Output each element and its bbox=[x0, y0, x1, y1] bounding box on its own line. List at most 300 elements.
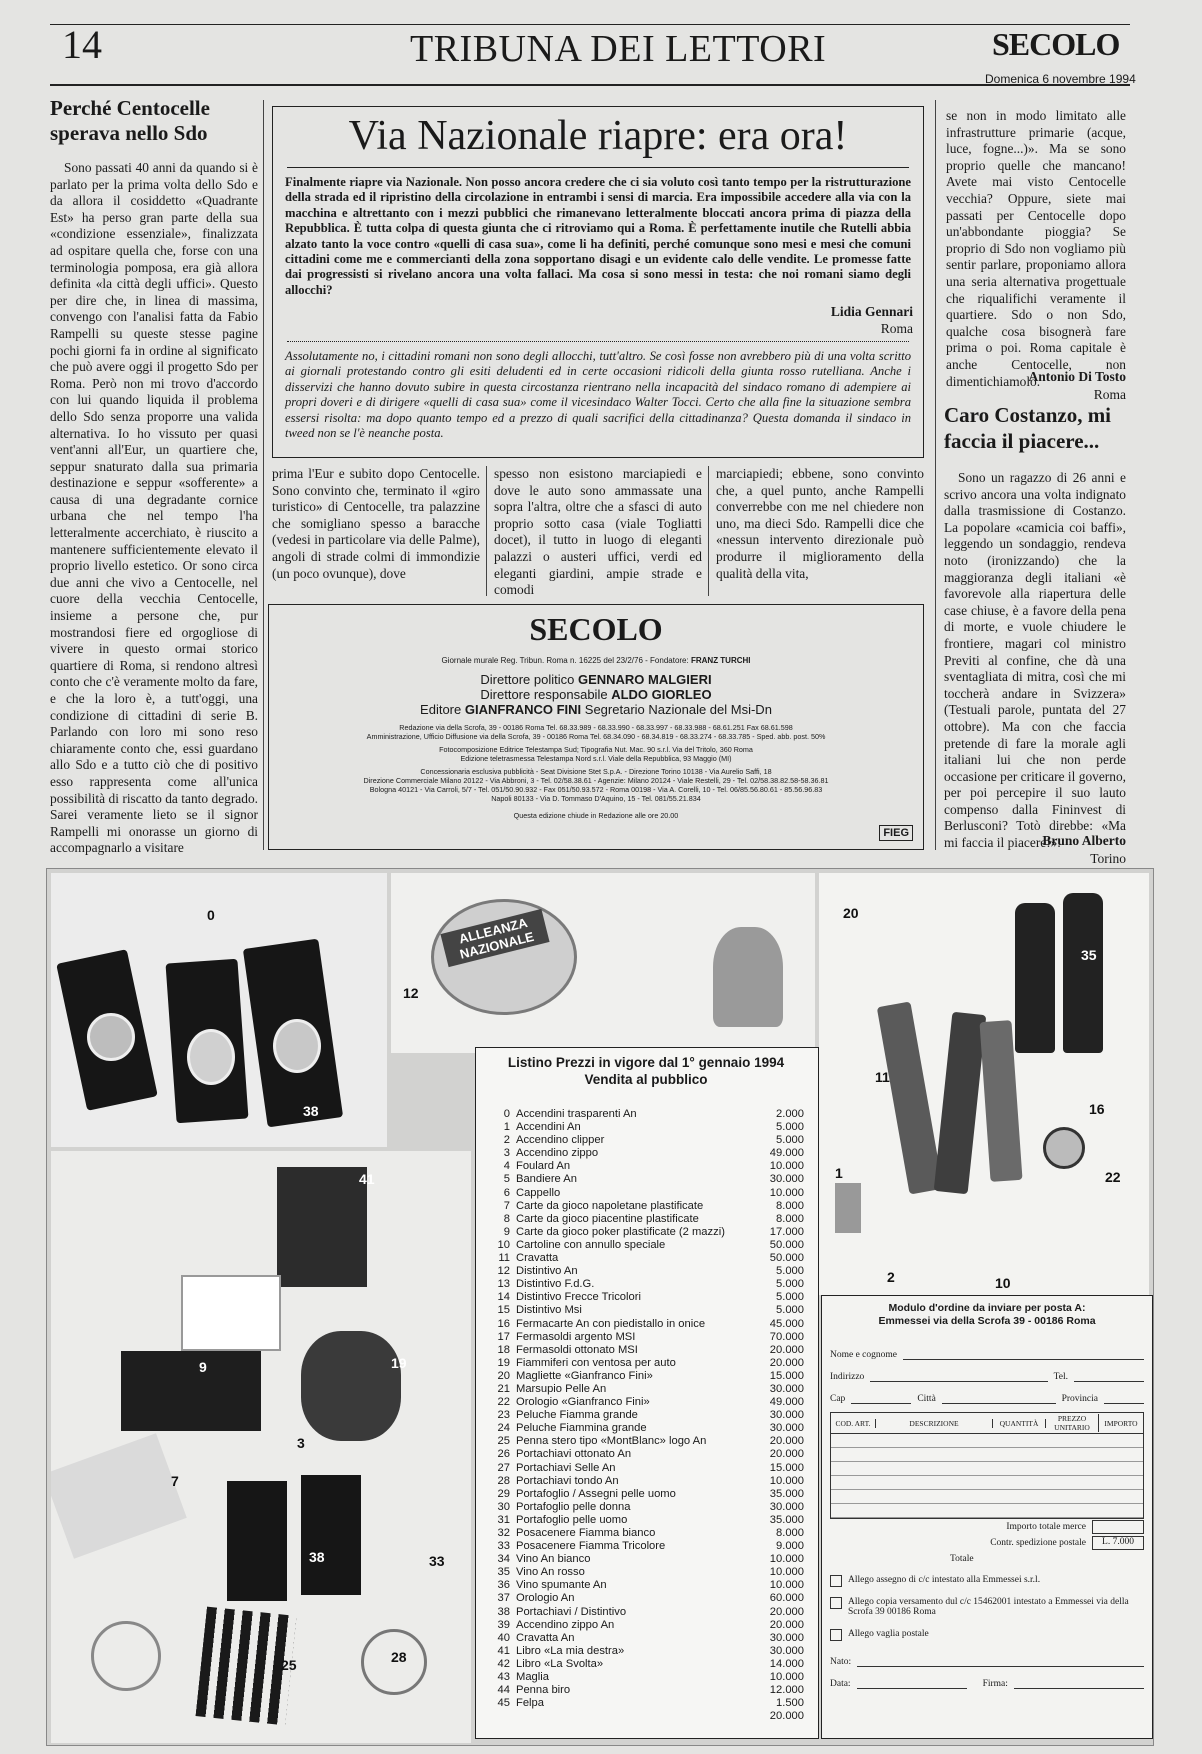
item-name: Posacenere Fiamma Tricolore bbox=[516, 1540, 666, 1553]
photo-label: 10 bbox=[995, 1275, 1011, 1291]
masthead-box bbox=[268, 604, 924, 850]
playing-cards bbox=[181, 1275, 281, 1351]
masthead-line3-name: GIANFRANCO FINI bbox=[464, 702, 582, 717]
item-number: 0 bbox=[503, 1108, 510, 1120]
price-list-row bbox=[488, 1684, 804, 1697]
masthead-logo: SECOLO bbox=[529, 611, 663, 647]
item-number: 26 bbox=[497, 1448, 510, 1461]
masthead-direzione-commerciale: Direzione Commerciale Milano 20122 - Via Abbroni, 3 - Tel. 02/58.38.61 - Agenzie: Milano 20124 - Viale Restelli, 29 - Tel. 02/58.38.82.58-58.36.81 bbox=[363, 776, 829, 785]
item-price: 2.000 bbox=[776, 1108, 804, 1120]
checkbox[interactable] bbox=[830, 1575, 842, 1587]
price-list-title: Listino Prezzi in vigore dal 1° gennaio 1994 bbox=[507, 1055, 785, 1070]
payment-option-3[interactable] bbox=[830, 1629, 1144, 1641]
item-number: 37 bbox=[497, 1592, 510, 1605]
item-number: 18 bbox=[497, 1343, 510, 1356]
keychain-card bbox=[227, 1481, 287, 1601]
masthead-line3-label: Editore bbox=[420, 702, 462, 717]
keychain-card bbox=[301, 1475, 361, 1595]
masthead-line3-suffix: Segretario Nazionale del Msi-Dn bbox=[584, 702, 772, 717]
col-divider bbox=[263, 100, 264, 850]
header-rule bbox=[50, 84, 1130, 86]
flag bbox=[51, 1433, 187, 1559]
item-price: 5.000 bbox=[776, 1304, 804, 1317]
portrait bbox=[713, 927, 783, 1027]
price-list-row bbox=[488, 1134, 804, 1147]
price-list bbox=[475, 1047, 819, 1739]
item-number: 29 bbox=[497, 1487, 510, 1500]
item-price: 20.000 bbox=[769, 1356, 804, 1369]
item-price: 15.000 bbox=[769, 1461, 804, 1474]
item-number: 36 bbox=[497, 1579, 510, 1592]
box-letter bbox=[272, 106, 924, 458]
price-list-row bbox=[488, 1396, 804, 1409]
item-number: 4 bbox=[503, 1160, 510, 1173]
wine-bottle bbox=[1063, 893, 1103, 1053]
item-price: 17.000 bbox=[769, 1225, 804, 1238]
price-list-row bbox=[488, 1278, 804, 1291]
merch-photo bbox=[51, 1151, 471, 1743]
data-label: Data: bbox=[830, 1679, 851, 1689]
order-col: IMPORTO bbox=[1104, 1418, 1138, 1428]
masthead-edizione: Edizione teletrasmessa Telestampa Nord s.r.l. Viale della Repubblica, 93 Maggio (MI) bbox=[460, 754, 732, 763]
item-name: Fermacarte An con piedistallo in onice bbox=[516, 1317, 706, 1330]
order-form-address: Emmessei via della Scrofa 39 - 00186 Roma bbox=[878, 1315, 1096, 1327]
item-name: Cravatta An bbox=[516, 1631, 575, 1644]
nome-field[interactable] bbox=[903, 1349, 1144, 1360]
item-number: 19 bbox=[497, 1356, 510, 1369]
order-col: COD. ART. bbox=[831, 1419, 876, 1428]
item-price: 9.000 bbox=[776, 1540, 804, 1553]
payment-option-2[interactable] bbox=[830, 1597, 1144, 1617]
item-name: Cappello bbox=[516, 1186, 561, 1199]
item-number: 14 bbox=[497, 1291, 510, 1304]
right-letter-signature: Bruno Alberto bbox=[1042, 833, 1126, 848]
price-list-row bbox=[488, 1435, 804, 1448]
badge-photo bbox=[391, 873, 815, 1053]
photo-label: 16 bbox=[1089, 1101, 1105, 1117]
item-number: 1 bbox=[503, 1121, 510, 1134]
photo-label: 20 bbox=[843, 905, 859, 921]
item-number: 41 bbox=[497, 1644, 510, 1657]
page-number: 14 bbox=[62, 22, 102, 67]
item-name: Portachiavi ottonato An bbox=[516, 1448, 632, 1461]
wine-bottle bbox=[1015, 903, 1055, 1053]
firma-label: Firma: bbox=[982, 1679, 1008, 1689]
item-name: Fermasoldi argento MSI bbox=[516, 1330, 636, 1343]
spedizione-value: L. 7.000 bbox=[1092, 1536, 1144, 1550]
item-name: Accendino clipper bbox=[516, 1134, 605, 1147]
item-price: 20.000 bbox=[769, 1343, 804, 1356]
item-price: 10.000 bbox=[769, 1186, 804, 1199]
order-col: QUANTITÀ bbox=[993, 1419, 1046, 1428]
price-list-row bbox=[488, 1540, 804, 1553]
indirizzo-label: Indirizzo bbox=[830, 1372, 865, 1382]
right-letter-city: Torino bbox=[1090, 851, 1126, 866]
tie bbox=[934, 1012, 987, 1195]
item-name: Carte da gioco poker plastificate (2 mazzi) bbox=[516, 1225, 725, 1238]
item-number: 5 bbox=[503, 1173, 510, 1186]
masthead-fotocomposizione: Fotocomposizione Editrice Telestampa Sud; Tipografia Nut. Mac. 90 s.r.l. Via del Tritolo, 360 Roma bbox=[439, 745, 753, 754]
item-number: 22 bbox=[497, 1396, 510, 1409]
item-number: 9 bbox=[503, 1225, 510, 1238]
provincia-field[interactable] bbox=[1104, 1393, 1144, 1404]
masthead-line2-name: ALDO GIORLEO bbox=[611, 687, 712, 702]
masthead-amministrazione: Amministrazione, Ufficio Diffusione via della Scrofa, 39 - 00186 Roma Tel. 68.34.090 - 68.34.819 - 68.33.274 - 68.33.785 - Sped. abb. post. 50% bbox=[366, 732, 826, 741]
price-list-row bbox=[488, 1475, 804, 1488]
item-name: Portafoglio pelle uomo bbox=[516, 1513, 628, 1526]
price-list-row bbox=[488, 1173, 804, 1186]
item-price: 49.000 bbox=[769, 1147, 804, 1160]
item-price: 49.000 bbox=[769, 1396, 804, 1409]
price-list-row bbox=[488, 1160, 804, 1173]
item-number: 28 bbox=[497, 1474, 510, 1487]
item-name: Portachiavi / Distintivo bbox=[516, 1605, 627, 1618]
item-name: Accendino zippo bbox=[516, 1147, 599, 1160]
item-price: 10.000 bbox=[769, 1553, 804, 1566]
cap-field[interactable] bbox=[851, 1393, 911, 1404]
item-number: 43 bbox=[497, 1671, 510, 1684]
masthead-line2-label: Direttore responsabile bbox=[480, 687, 608, 702]
box-letter-reply: Assolutamente no, i cittadini romani non sono degli allocchi, tutt'altro. Se così fosse non avrebbero più di una volta scritto ai giornali protestando contro gli esiti deludenti ed in certe occasioni ridicoli della giunta rosso rutelliana. Anche i disservizi che hanno dovuto subire in questa circostanza rientrano nella incapacità del sindaco romano di adempiere ai propri doveri e di dirigere «quelli di casa sua» come il vicesindaco Walter Tocci. Certo che alla fine la situazione sembra essersi risolta: ma dopo quanto tempo ed a prezzo di quali sacrifici della cittadinanza? Questa domanda il sindaco in tweed non se l'è neanche posta. bbox=[285, 349, 911, 441]
right-letter-body: Sono un ragazzo di 26 anni e scrivo ancora una volta indignato dalla trasmissione di Costanzo. La popolare «camicia coi baffi», leggendo un sondaggio, rendeva noto (ironizzando) che la maggioranza degli italiani «è favorevole alla riapertura delle case chiuse, è a favore della pena di morte, e vuole chiudere le frontiere, magari col ministro Previti al confine, che dà una sventagliata di mitra, così che mi toccherà andare in Svizzera» (Testuali parole, puntata del 27 ottobre). Ma con che faccia pretende di fare la morale agli italiani lui che non perde occasione per criticare il governo, per poi percepire il suo lauto compenso dalla Fininvest di Berlusconi? Totò direbbe: «Ma mi faccia il piacere!». bbox=[944, 470, 1126, 851]
price-list-row bbox=[488, 1344, 804, 1357]
item-price: 10.000 bbox=[769, 1160, 804, 1173]
item-price: 8.000 bbox=[776, 1199, 804, 1212]
item-number: 16 bbox=[497, 1317, 510, 1330]
price-list-row bbox=[488, 1226, 804, 1239]
photo-label: 0 bbox=[207, 907, 215, 923]
merch-panel bbox=[46, 868, 1154, 1746]
item-number: 6 bbox=[503, 1186, 510, 1199]
left-letter-col4: marciapiedi; ebbene, sono convinto che, a quel punto, anche Rampelli converrebbe con me nel chiedere non uno, ma dieci Sdo. Rampelli dice che «nessun intervento direzionale può produrre il miglioramento della qualità della vita, bbox=[716, 466, 924, 581]
spedizione-label: Contr. spedizione postale bbox=[990, 1538, 1086, 1548]
item-price: 10.000 bbox=[769, 1579, 804, 1592]
photo-label: 19 bbox=[391, 1355, 407, 1371]
order-table-rows[interactable] bbox=[831, 1434, 1143, 1518]
item-number bbox=[488, 1710, 516, 1723]
price-list-row bbox=[488, 1265, 804, 1278]
section-title: TRIBUNA DEI LETTORI bbox=[410, 28, 827, 70]
checkbox[interactable] bbox=[830, 1597, 842, 1609]
citta-label: Città bbox=[917, 1394, 936, 1404]
watch bbox=[1043, 1127, 1085, 1169]
photo-label: 1 bbox=[835, 1165, 843, 1181]
firma-field[interactable] bbox=[1014, 1678, 1144, 1689]
item-name: Vino An bianco bbox=[516, 1553, 591, 1566]
item-name: Vino An rosso bbox=[516, 1566, 585, 1579]
masthead-founder: FRANZ TURCHI bbox=[690, 656, 751, 665]
left-letter-signature: Antonio Di Tosto bbox=[1028, 369, 1126, 384]
price-list-row bbox=[488, 1291, 804, 1304]
item-name: Fiammiferi con ventosa per auto bbox=[516, 1356, 676, 1369]
payment-option-1[interactable] bbox=[830, 1575, 1144, 1587]
item-price: 1.500 bbox=[776, 1697, 804, 1710]
tie bbox=[877, 1001, 943, 1194]
item-name: Carte da gioco napoletane plastificate bbox=[516, 1199, 704, 1212]
item-price: 45.000 bbox=[769, 1317, 804, 1330]
price-list-row bbox=[488, 1383, 804, 1396]
photo-label: 12 bbox=[403, 985, 419, 1001]
item-price: 10.000 bbox=[769, 1566, 804, 1579]
item-number: 25 bbox=[497, 1435, 510, 1448]
item-number: 23 bbox=[497, 1409, 510, 1422]
nato-field[interactable] bbox=[857, 1656, 1144, 1667]
plush bbox=[301, 1331, 401, 1441]
checkbox[interactable] bbox=[830, 1629, 842, 1641]
photo-label: 35 bbox=[1081, 947, 1097, 963]
item-price: 10.000 bbox=[769, 1474, 804, 1487]
keyring bbox=[91, 1621, 161, 1691]
item-number: 35 bbox=[497, 1566, 510, 1579]
masthead-concessionaria: Concessionaria esclusiva pubblicità - Seat Divisione Stet S.p.A. - Direzione Torino 10138 - Via Aurelio Saffi, 18 bbox=[420, 767, 772, 776]
item-price: 50.000 bbox=[769, 1252, 804, 1265]
price-list-row bbox=[488, 1501, 804, 1514]
photo-label: 25 bbox=[281, 1657, 297, 1673]
order-total-row bbox=[830, 1519, 1144, 1535]
price-list-row bbox=[488, 1357, 804, 1370]
cap-label: Cap bbox=[830, 1394, 846, 1404]
item-number: 8 bbox=[503, 1212, 510, 1225]
price-list-row bbox=[488, 1422, 804, 1435]
wallet bbox=[121, 1351, 261, 1431]
keychain-ring bbox=[187, 1029, 235, 1085]
price-list-items bbox=[488, 1108, 804, 1723]
nome-label: Nome e cognome bbox=[830, 1350, 898, 1360]
item-name: Libro «La mia destra» bbox=[516, 1644, 625, 1657]
item-price: 10.000 bbox=[769, 1671, 804, 1684]
lighter bbox=[835, 1183, 861, 1233]
fieg-logo: FIEG bbox=[879, 825, 913, 841]
box-letter-lead: Finalmente riapre via Nazionale. bbox=[285, 175, 463, 189]
price-list-row bbox=[488, 1697, 804, 1710]
item-name: Bandiere An bbox=[516, 1173, 577, 1186]
header-logo: SECOLO bbox=[992, 26, 1120, 62]
item-price: 30.000 bbox=[769, 1409, 804, 1422]
citta-field[interactable] bbox=[942, 1393, 1056, 1404]
left-letter-title: Perché Centocelle sperava nello Sdo bbox=[50, 96, 210, 145]
item-name: Foulard An bbox=[516, 1160, 571, 1173]
item-price: 20.000 bbox=[769, 1618, 804, 1631]
item-name: Accendini An bbox=[516, 1121, 581, 1134]
item-number: 45 bbox=[497, 1697, 510, 1710]
item-number: 15 bbox=[497, 1304, 510, 1317]
item-price: 60.000 bbox=[769, 1592, 804, 1605]
item-name: Posacenere Fiamma bianco bbox=[516, 1527, 656, 1539]
item-price: 30.000 bbox=[769, 1382, 804, 1395]
price-list-row bbox=[488, 1187, 804, 1200]
price-list-row bbox=[488, 1331, 804, 1344]
nato-label: Nato: bbox=[830, 1657, 852, 1667]
top-rule bbox=[50, 24, 1130, 25]
box-letter-body bbox=[285, 175, 911, 298]
keychain-photo bbox=[51, 873, 387, 1147]
item-price: 20.000 bbox=[769, 1448, 804, 1461]
price-list-row bbox=[488, 1514, 804, 1527]
masthead-line1 bbox=[269, 672, 923, 687]
col-divider bbox=[708, 466, 709, 596]
provincia-label: Provincia bbox=[1061, 1394, 1098, 1404]
masthead-registration: Giornale murale Reg. Tribun. Roma n. 16225 del 23/2/76 - Fondatore: bbox=[441, 656, 689, 665]
importo-totale-field[interactable] bbox=[1092, 1520, 1144, 1534]
item-name: Magliette «Gianfranco Fini» bbox=[516, 1369, 653, 1382]
item-name: Portafoglio / Assegni pelle uomo bbox=[516, 1487, 676, 1500]
photo-label: 9 bbox=[199, 1359, 207, 1375]
item-number: 31 bbox=[497, 1513, 510, 1526]
item-number: 30 bbox=[497, 1500, 510, 1513]
keychain-ring bbox=[87, 1013, 135, 1061]
item-price: 30.000 bbox=[769, 1500, 804, 1513]
item-price: 5.000 bbox=[776, 1134, 804, 1147]
item-number: 32 bbox=[497, 1527, 510, 1539]
photo-label: 22 bbox=[1105, 1169, 1121, 1185]
box-letter-city: Roma bbox=[880, 321, 913, 336]
book bbox=[277, 1167, 367, 1287]
order-form-title: Modulo d'ordine da inviare per posta A: bbox=[888, 1302, 1086, 1314]
left-letter-col1: Sono passati 40 anni da quando si è parlato per la prima volta dello Sdo e da allora il cosiddetto «Quadrante Est» ha perso gran parte della sua «condizione essenziale», finalizzata ad ospitare quella che, forse con una terminologia pomposa, era già allora definita «la città degli uffici». Questo per dire che, in linea di massima, convengo con l'analisi fatta da Fabio Rampelli su queste stesse pagine pochi giorni fa in ordine al significato che può avere oggi il progetto Sdo per Roma. Però non mi trovo d'accordo con lui quando liquida il problema dello Sdo senza proporre una valida alternativa. Io ho vissuto per quasi vent'anni all'Eur, un quartiere che, seppur snaturato dalla sua primaria destinazione e seppur «sofferente» a causa di una degradante cornice urbana che nel tempo l'ha letteralmente accerchiato, è riuscito a mantenere sufficientemente elevato il proprio livello estetico. Or sono circa due anni che vivo a Centocelle, nel cuore della vecchia Centocelle, insieme a persone che, pur mostrandosi fiere ed orgogliose di vivere in questo ormai storico quartiere di Roma, si rendono altresì conto che c'è veramente molto da fare, e che la loro è, a tutt'oggi, una condizione di cittadini di serie B. Parlando con loro mi sono reso chiaramente conto che, essi guardano allo Sdo e a tutto ciò che di positivo esso rappresenta come all'unica possibilità di riscatto da tanto degrado. Sarei veramente lieto se il signor Rampelli mi onorasse un giorno di accompagnarlo a visitare bbox=[50, 160, 258, 856]
left-letter-col2: prima l'Eur e subito dopo Centocelle. Sono convinto che, terminato il «giro turistico» di Centocelle, tra palazzine che somigliano spesso a baracche (vedesi in particolare via delle Palme), angoli di strade colmi di immondizie (un poco ovunque), dove bbox=[272, 466, 480, 581]
col-divider bbox=[935, 100, 936, 850]
price-list-row bbox=[488, 1304, 804, 1317]
item-name: Fermasoldi ottonato MSI bbox=[516, 1343, 638, 1356]
item-number: 27 bbox=[497, 1461, 510, 1474]
item-name: Orologio «Gianfranco Fini» bbox=[516, 1396, 650, 1409]
item-number: 38 bbox=[497, 1605, 510, 1618]
item-name: Felpa bbox=[516, 1697, 544, 1710]
price-list-row bbox=[488, 1671, 804, 1684]
price-list-row bbox=[488, 1592, 804, 1605]
price-list-row bbox=[488, 1488, 804, 1501]
price-list-row bbox=[488, 1606, 804, 1619]
left-letter-col3: spesso non esistono marciapiedi e dove le auto sono ammassate una sopra l'altra, oltre che a sfasci di auto proprio sotto casa (viale Togliatti docet), il tutto in luogo di eleganti palazzi o austeri uffici, verdi ed eleganti giardini, ampie strade e comodi bbox=[494, 466, 702, 598]
item-price: 70.000 bbox=[769, 1330, 804, 1343]
item-price: 20.000 bbox=[769, 1605, 804, 1618]
item-name: Cartoline con annullo speciale bbox=[516, 1238, 666, 1251]
item-number: 40 bbox=[497, 1631, 510, 1644]
order-col: PREZZO UNITARIO bbox=[1046, 1414, 1099, 1432]
masthead-registration-line bbox=[269, 655, 923, 666]
price-list-row bbox=[488, 1252, 804, 1265]
left-letter-col5: se non in modo limitato alle infrastrutture primarie (acque, luce, fogne...)». Ma se sono proprio quelle che mancano! Avete mai visto Centocelle vecchia? Oppure, siete mai passati per Centocelle dopo un'abbondante pioggia? Se proprio di Sdo non vogliamo più sentir parlare, proponiamo allora una seria alternativa progettuale che riqualifichi veramente il quartiere. Sdo o non Sdo, qualche cosa bisognerà fare prima o poi. Roma capitale è anche Centocelle, non dimentichiamolo. bbox=[946, 108, 1126, 389]
left-letter-city: Roma bbox=[1093, 387, 1126, 402]
photo-label: 41 bbox=[359, 1171, 375, 1187]
price-list-row bbox=[488, 1645, 804, 1658]
photo-label: 3 bbox=[297, 1435, 305, 1451]
item-name: Cravatta bbox=[516, 1252, 559, 1265]
masthead-bologna: Bologna 40121 - Via Carroli, 5/7 - Tel. 051/50.90.932 - Fax 051/50.93.572 - Roma 00198 - Via A. Corelli, 10 - Tel. 06/85.56.80.61 - 85.56.96.83 bbox=[369, 785, 823, 794]
masthead-redazione: Redazione via della Scrofa, 39 - 00186 Roma Tel. 68.33.989 - 68.33.990 - 68.33.997 - 68.33.988 - 68.61.251 Fax 68.61.598 bbox=[399, 723, 793, 732]
box-letter-title: Via Nazionale riapre: era ora! bbox=[348, 113, 848, 159]
wine-ties-photo bbox=[819, 873, 1149, 1295]
item-name: Penna biro bbox=[516, 1684, 571, 1697]
price-list-row bbox=[488, 1462, 804, 1475]
item-number: 21 bbox=[497, 1382, 510, 1395]
item-price: 30.000 bbox=[769, 1631, 804, 1644]
item-number: 7 bbox=[503, 1199, 510, 1212]
item-name: Peluche Fiamma grande bbox=[516, 1409, 638, 1422]
item-name: Accendino zippo An bbox=[516, 1618, 615, 1631]
photo-label: 38 bbox=[303, 1103, 319, 1119]
price-list-row bbox=[488, 1213, 804, 1226]
box-rule bbox=[287, 341, 909, 342]
masthead-line3 bbox=[269, 702, 923, 717]
masthead-napoli: Napoli 80133 - Via D. Tommaso D'Aquino, 15 - Tel. 081/55.21.834 bbox=[491, 794, 701, 803]
item-number: 44 bbox=[497, 1684, 510, 1697]
item-number: 39 bbox=[497, 1618, 510, 1631]
price-list-row bbox=[488, 1710, 804, 1723]
payment-option-label: Allego copia versamento dul c/c 15462001 intestato a Emmessei via della Scrofa 39 00186 Roma bbox=[848, 1597, 1129, 1617]
photo-label: 7 bbox=[171, 1473, 179, 1489]
indirizzo-field[interactable] bbox=[870, 1371, 1047, 1382]
item-price: 14.000 bbox=[769, 1657, 804, 1670]
item-number: 34 bbox=[497, 1553, 510, 1566]
item-name: Penna stero tipo «MontBlanc» logo An bbox=[516, 1435, 707, 1448]
item-price: 30.000 bbox=[769, 1422, 804, 1435]
price-list-row bbox=[488, 1370, 804, 1383]
price-list-row bbox=[488, 1409, 804, 1422]
item-price: 35.000 bbox=[769, 1513, 804, 1526]
item-price: 30.000 bbox=[769, 1173, 804, 1186]
order-form bbox=[821, 1295, 1153, 1739]
price-list-row bbox=[488, 1632, 804, 1645]
photo-label: 2 bbox=[887, 1269, 895, 1285]
item-price: 20.000 bbox=[769, 1710, 804, 1723]
item-name: Portachiavi Selle An bbox=[516, 1461, 616, 1474]
box-letter-text: Non posso ancora credere che ci sia voluto così tanto tempo per la ristrutturazione della strada ed il ripristino della circolazione in entrambi i sensi di marcia. Era impossibile accedere alla via con la macchina e altrettanto con i mezzi pubblici che rimanevano letteralmente bloccati ancora prima di piazza della Repubblica. È tutta colpa di questa giunta che ci ritroviamo qui a Roma. È perfettamente inutile che Rutelli abbia alzato tanto la voce contro «quelli di casa sua», come li ha definiti, perché comunque sono mesi e mesi che comuni cittadini come me e commercianti della zona sopportano disagi e un evidente calo delle vendite. Le promesse fatte dai progressisti si rivelano ancora una volta fallaci. Ma cosa si sono messi in testa: che noi romani siamo degli allocchi? bbox=[285, 175, 911, 297]
item-name: Maglia bbox=[516, 1671, 549, 1684]
masthead-details bbox=[269, 723, 923, 820]
importo-totale-label: Importo totale merce bbox=[1006, 1522, 1086, 1532]
item-name: Marsupio Pelle An bbox=[516, 1382, 607, 1395]
tel-label: Tel. bbox=[1053, 1372, 1068, 1382]
price-list-row bbox=[488, 1619, 804, 1632]
item-price: 5.000 bbox=[776, 1291, 804, 1304]
price-list-row bbox=[488, 1147, 804, 1160]
masthead-line1-label: Direttore politico bbox=[480, 672, 575, 687]
price-list-row bbox=[488, 1527, 804, 1540]
price-list-row bbox=[488, 1579, 804, 1592]
item-name bbox=[516, 1710, 746, 1723]
item-name: Libro «La Svolta» bbox=[516, 1657, 604, 1670]
item-name: Distintivo F.d.G. bbox=[516, 1278, 595, 1291]
data-field[interactable] bbox=[857, 1678, 967, 1689]
item-name: Peluche Fiammina grande bbox=[516, 1422, 647, 1435]
order-table bbox=[830, 1412, 1144, 1519]
item-price: 12.000 bbox=[769, 1684, 804, 1697]
order-grand-total-row bbox=[830, 1551, 1144, 1567]
item-name: Distintivo An bbox=[516, 1265, 578, 1278]
box-letter-signature: Lidia Gennari bbox=[830, 304, 913, 319]
item-number: 24 bbox=[497, 1422, 510, 1435]
tel-field[interactable] bbox=[1074, 1371, 1144, 1382]
price-list-subtitle: Vendita al pubblico bbox=[584, 1072, 708, 1087]
price-list-row bbox=[488, 1200, 804, 1213]
photo-label: 33 bbox=[429, 1553, 445, 1569]
price-list-row bbox=[488, 1318, 804, 1331]
item-number: 12 bbox=[497, 1265, 510, 1278]
payment-option-label: Allego assegno di c/c intestato alla Emmessei s.r.l. bbox=[848, 1575, 1041, 1585]
item-price: 20.000 bbox=[769, 1435, 804, 1448]
item-price: 50.000 bbox=[769, 1238, 804, 1251]
price-list-row bbox=[488, 1553, 804, 1566]
item-name: Portafoglio pelle donna bbox=[516, 1500, 631, 1513]
price-list-row bbox=[488, 1448, 804, 1461]
masthead-line2 bbox=[269, 687, 923, 702]
photo-label: 28 bbox=[391, 1649, 407, 1665]
col-divider bbox=[486, 466, 487, 596]
photo-label: 11 bbox=[875, 1069, 890, 1085]
item-number: 33 bbox=[497, 1540, 510, 1553]
payment-option-label: Allego vaglia postale bbox=[848, 1629, 929, 1639]
